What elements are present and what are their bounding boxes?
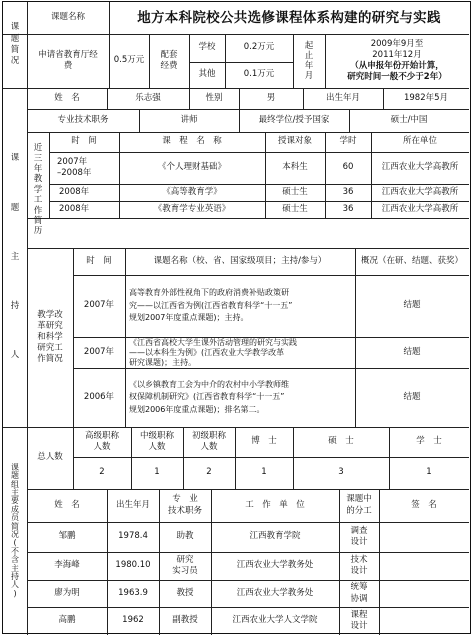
junior-count: 2 [206, 467, 212, 478]
member-role: 技术 设计 [350, 554, 368, 576]
section-research: 教学改 革研究 和科学 研究工 作简况 [37, 309, 63, 365]
phd-count: 1 [261, 467, 267, 478]
member-role: 课程 设计 [350, 609, 368, 631]
topic-title: 地方本科院校公共选修课程体系构建的研究与实践 [137, 9, 441, 26]
teaching-row-time: 2007年 –2008年 [57, 156, 92, 178]
member-title: 副教授 [172, 615, 198, 626]
research-row-time: 2007年 [83, 346, 115, 357]
label-junior-count: 初级职称 人数 [191, 430, 226, 452]
label-senior-count: 高级职称 人数 [84, 430, 119, 452]
label-topic: 课题名称 [50, 12, 85, 23]
member-name: 邹鹏 [58, 531, 76, 542]
label-gender: 性别 [205, 92, 223, 103]
label-master: 硕 士 [328, 436, 354, 447]
research-row-time: 2006年 [83, 391, 115, 402]
label-school: 学校 [198, 42, 216, 53]
host-birth: 1982年5月 [403, 92, 449, 103]
teaching-header-unit: 所在单位 [402, 136, 437, 147]
other-amount: 0.1万元 [243, 69, 275, 80]
member-unit: 江西教育学院 [249, 531, 301, 542]
funding-request-value: 0.5万元 [113, 55, 145, 66]
teaching-row-time: 2008年 [59, 203, 90, 214]
member-birth: 1978.4 [118, 531, 148, 542]
label-name: 姓 名 [54, 92, 80, 103]
label-matching-funds: 配套 经费 [160, 49, 178, 71]
member-signature-field[interactable] [379, 522, 469, 552]
teaching-header-students: 授课对象 [277, 136, 312, 147]
members-header-unit: 工 作 单 位 [245, 499, 305, 510]
research-header-status: 概况（在研、结题、获奖） [360, 255, 463, 266]
label-phd: 博 士 [251, 436, 277, 447]
member-role: 统筹 协调 [350, 582, 368, 604]
section-members: 课 题 组 主 要 成 员 简 况 ( 不 含 主 持 人 ) [11, 462, 19, 598]
application-form [2, 1, 471, 634]
member-birth: 1980.10 [115, 560, 151, 571]
member-birth: 1962 [122, 615, 144, 626]
label-title: 专业技术职务 [57, 114, 109, 125]
label-birth: 出生年月 [325, 92, 360, 103]
teaching-row-students: 本科生 [282, 162, 308, 173]
teaching-row-course: 《高等教育学》 [162, 186, 222, 197]
teaching-row-hours: 36 [342, 203, 354, 214]
research-row-time: 2007年 [83, 300, 115, 311]
teaching-row-time: 2008年 [59, 186, 90, 197]
member-unit: 江西农业大学教务处 [236, 560, 314, 571]
teaching-row-hours: 60 [342, 162, 354, 173]
teaching-row-course: 《教育学专业英语》 [153, 203, 231, 214]
member-birth: 1963.9 [118, 587, 148, 598]
member-unit: 江西农业大学教务处 [236, 587, 314, 598]
bachelor-count: 1 [426, 467, 432, 478]
senior-count: 2 [99, 467, 105, 478]
section-host: 课 题 主 持 人 [10, 153, 20, 361]
research-row-status: 结题 [403, 391, 421, 402]
members-header-birth: 出生年月 [115, 499, 150, 510]
label-funding-request: 申请省教育厅经费 [38, 49, 98, 71]
label-period: 起 止 年 月 [304, 40, 314, 82]
member-title: 研究 实习员 [172, 554, 198, 576]
teaching-row-students: 硕士生 [282, 203, 308, 214]
school-amount: 0.2万元 [243, 42, 275, 53]
section-teaching: 近 三 年 教 学 工 作 简 历 [33, 143, 43, 237]
members-header-sign: 签 名 [411, 499, 437, 510]
member-signature-field[interactable] [379, 552, 469, 580]
teaching-row-course: 《个人理财基础》 [157, 162, 226, 173]
section-overview: 课 题 简 况 [10, 22, 20, 67]
members-header-title: 专 业 技术职务 [167, 494, 202, 516]
research-header-time: 时 间 [86, 255, 112, 266]
research-header-topic: 课题名称（校、省、国家级项目；主持/参与） [153, 255, 327, 266]
teaching-header-time: 时 间 [71, 136, 97, 147]
label-middle-count: 中级职称 人数 [139, 430, 174, 452]
member-signature-field[interactable] [379, 607, 469, 635]
period-value: 2009年9月至 2011年12月 （从申报年份开始计算， 研究时间一般不少于2年） [347, 38, 447, 83]
host-name: 乐志强 [135, 92, 161, 103]
member-role: 调查 设计 [350, 525, 368, 547]
member-name: 高鹏 [58, 615, 76, 626]
host-title: 讲师 [180, 114, 198, 125]
research-row-topic: 《江西省高校大学生课外活动管理的研究与实践 ——以本科生为例》(江西农业大学教学改革 研究课题)；主持。 [129, 337, 297, 367]
master-count: 3 [338, 467, 344, 478]
label-degree: 最终学位/授予国家 [258, 114, 330, 125]
label-other: 其他 [198, 69, 216, 80]
label-total-members: 总人数 [37, 452, 63, 463]
member-name: 廖为明 [54, 587, 80, 598]
teaching-row-unit: 江西农业大学高教所 [381, 186, 459, 197]
research-row-status: 结题 [403, 300, 421, 311]
teaching-row-hours: 36 [342, 186, 354, 197]
research-row-topic: 《以乡镇教育工会为中介的农村中小学教师维 权保障机制研究》(江西省教育科学“十一五” 规划2006年度重点课题)；排名第二。 [129, 379, 289, 414]
member-signature-field[interactable] [379, 580, 469, 607]
teaching-header-hours: 学时 [339, 136, 357, 147]
member-title: 助教 [176, 531, 194, 542]
teaching-row-unit: 江西农业大学高教所 [381, 162, 459, 173]
teaching-row-unit: 江西农业大学高教所 [381, 203, 459, 214]
members-header-name: 姓 名 [54, 499, 80, 510]
host-degree: 硕士/中国 [390, 114, 428, 125]
members-header-role: 课题中 的分工 [346, 494, 372, 516]
host-gender: 男 [266, 92, 276, 103]
research-row-status: 结题 [403, 346, 421, 357]
member-name: 李海峰 [54, 560, 80, 571]
teaching-header-course: 课 程 名 称 [162, 136, 222, 147]
research-row-topic: 高等教育外部性视角下的政府消费补贴政策研 究——以江西省为例(江西省教育科学“十一五” 规划2007年度重点课题)；主持。 [129, 288, 293, 323]
label-bachelor: 学 士 [416, 436, 442, 447]
member-unit: 江西农业大学人文学院 [232, 615, 318, 626]
member-title: 教授 [176, 587, 194, 598]
teaching-row-students: 硕士生 [282, 186, 308, 197]
middle-count: 1 [154, 467, 160, 478]
